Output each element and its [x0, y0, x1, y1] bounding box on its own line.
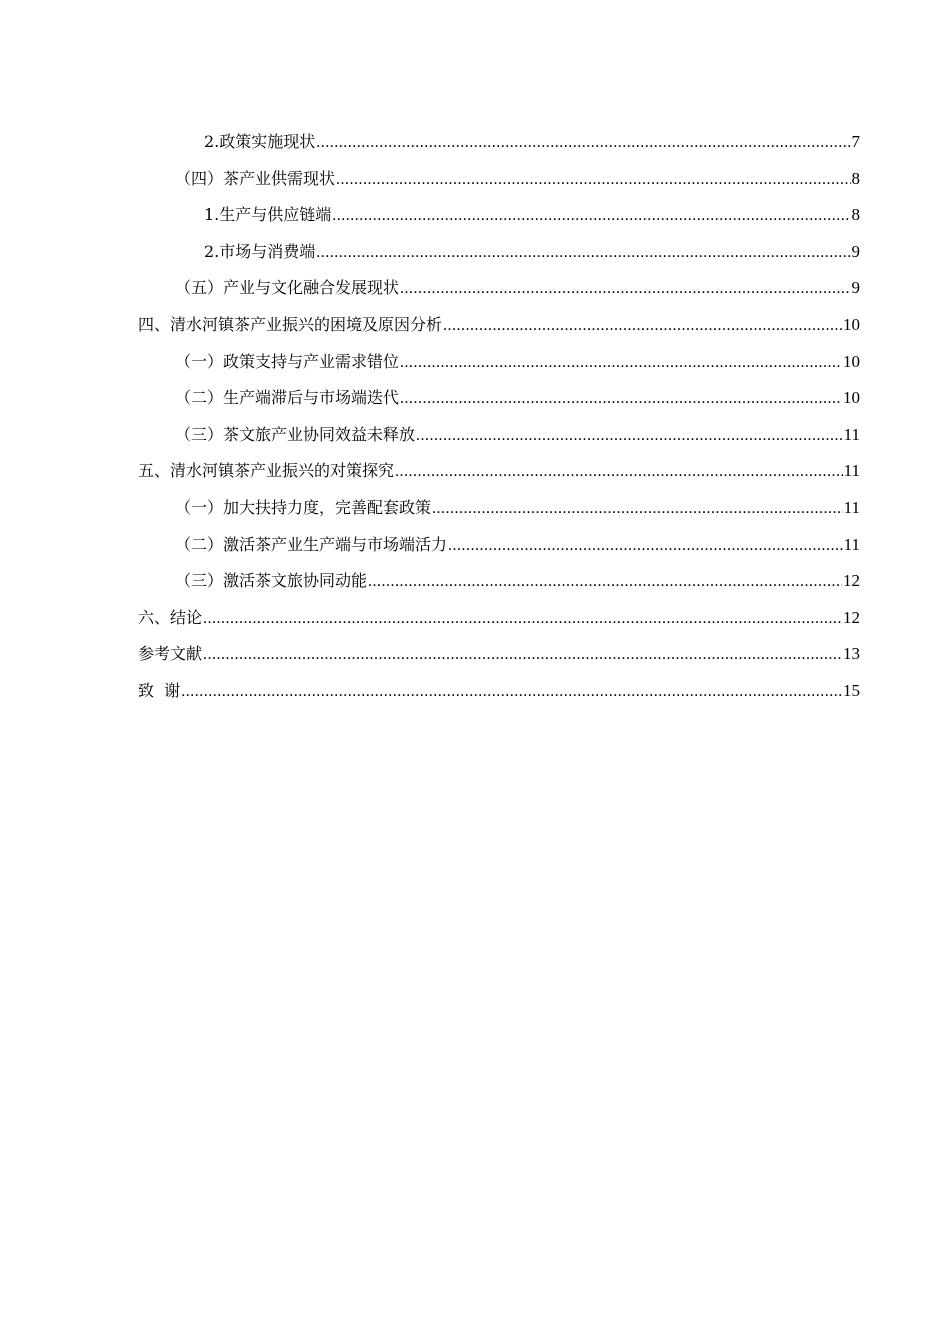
toc-entry-page: 10 [843, 351, 860, 371]
toc-entry-page: 10 [843, 314, 860, 334]
toc-entry[interactable] [138, 600, 860, 637]
toc-dot-leader [395, 454, 843, 491]
toc-entry-title: 致 谢 [138, 680, 181, 700]
toc-entry-page: 7 [851, 132, 860, 151]
toc-entry[interactable] [138, 124, 860, 161]
toc-entry-title: （三）茶文旅产业协同效益未释放 [175, 424, 416, 444]
toc-entry-page: 10 [843, 388, 860, 408]
toc-entry-title: （一）政策支持与产业需求错位 [175, 351, 400, 371]
toc-entry-page: 11 [843, 424, 860, 444]
toc-entry[interactable] [138, 673, 860, 710]
toc-entry-title: （三）激活茶文旅协同动能 [175, 571, 368, 591]
toc-entry-title: （一）加大扶持力度，完善配套政策 [175, 497, 432, 517]
toc-entry[interactable] [138, 453, 860, 490]
toc-entry-title: 六、结论 [138, 607, 203, 627]
toc-entry[interactable] [138, 563, 860, 600]
toc-entry[interactable] [138, 527, 860, 564]
toc-dot-leader [203, 637, 842, 674]
toc-entry-title: 五、清水河镇茶产业振兴的对策探究 [138, 461, 395, 481]
toc-entry-title: 四、清水河镇茶产业振兴的困境及原因分析 [138, 314, 443, 334]
toc-entry[interactable] [138, 490, 860, 527]
toc-entry-page: 11 [843, 534, 860, 554]
table-of-contents [138, 124, 860, 710]
toc-entry-page: 9 [851, 278, 860, 298]
toc-entry-page: 13 [843, 644, 860, 664]
toc-entry-title: 2.市场与消费端 [204, 241, 316, 261]
toc-entry-title: 2.政策实施现状 [204, 132, 316, 151]
toc-dot-leader [443, 308, 842, 345]
toc-entry[interactable] [138, 636, 860, 673]
toc-dot-leader [416, 418, 843, 455]
toc-entry[interactable] [138, 344, 860, 381]
toc-entry-page: 11 [843, 461, 860, 481]
toc-entry[interactable] [138, 270, 860, 307]
toc-entry-page: 11 [843, 497, 860, 517]
toc-entry[interactable] [138, 234, 860, 271]
toc-entry-page: 12 [843, 571, 860, 591]
toc-entry-page: 15 [843, 680, 860, 700]
toc-dot-leader [448, 528, 843, 565]
toc-entry-title: （五）产业与文化融合发展现状 [175, 278, 400, 298]
toc-entry[interactable] [138, 380, 860, 417]
toc-dot-leader [336, 162, 850, 199]
toc-dot-leader [400, 345, 842, 382]
toc-dot-leader [181, 674, 842, 711]
toc-entry-title: （四）茶产业供需现状 [175, 168, 336, 188]
toc-dot-leader [332, 198, 850, 235]
toc-entry-page: 8 [851, 168, 860, 188]
toc-entry[interactable] [138, 197, 860, 234]
toc-entry[interactable] [138, 161, 860, 198]
toc-entry[interactable] [138, 417, 860, 454]
toc-entry-title: 参考文献 [138, 644, 203, 664]
toc-dot-leader [368, 564, 842, 601]
toc-entry-page: 9 [851, 241, 860, 261]
toc-dot-leader [316, 235, 850, 272]
toc-entry-title: （二）生产端滞后与市场端迭代 [175, 388, 400, 408]
toc-entry[interactable] [138, 307, 860, 344]
toc-entry-title: 1.生产与供应链端 [204, 205, 332, 225]
toc-dot-leader [316, 125, 850, 162]
toc-entry-page: 12 [843, 607, 860, 627]
toc-entry-title: （二）激活茶产业生产端与市场端活力 [175, 534, 448, 554]
toc-dot-leader [400, 271, 850, 308]
toc-dot-leader [203, 601, 842, 638]
toc-dot-leader [400, 381, 842, 418]
toc-dot-leader [432, 491, 843, 528]
toc-entry-page: 8 [851, 205, 860, 225]
